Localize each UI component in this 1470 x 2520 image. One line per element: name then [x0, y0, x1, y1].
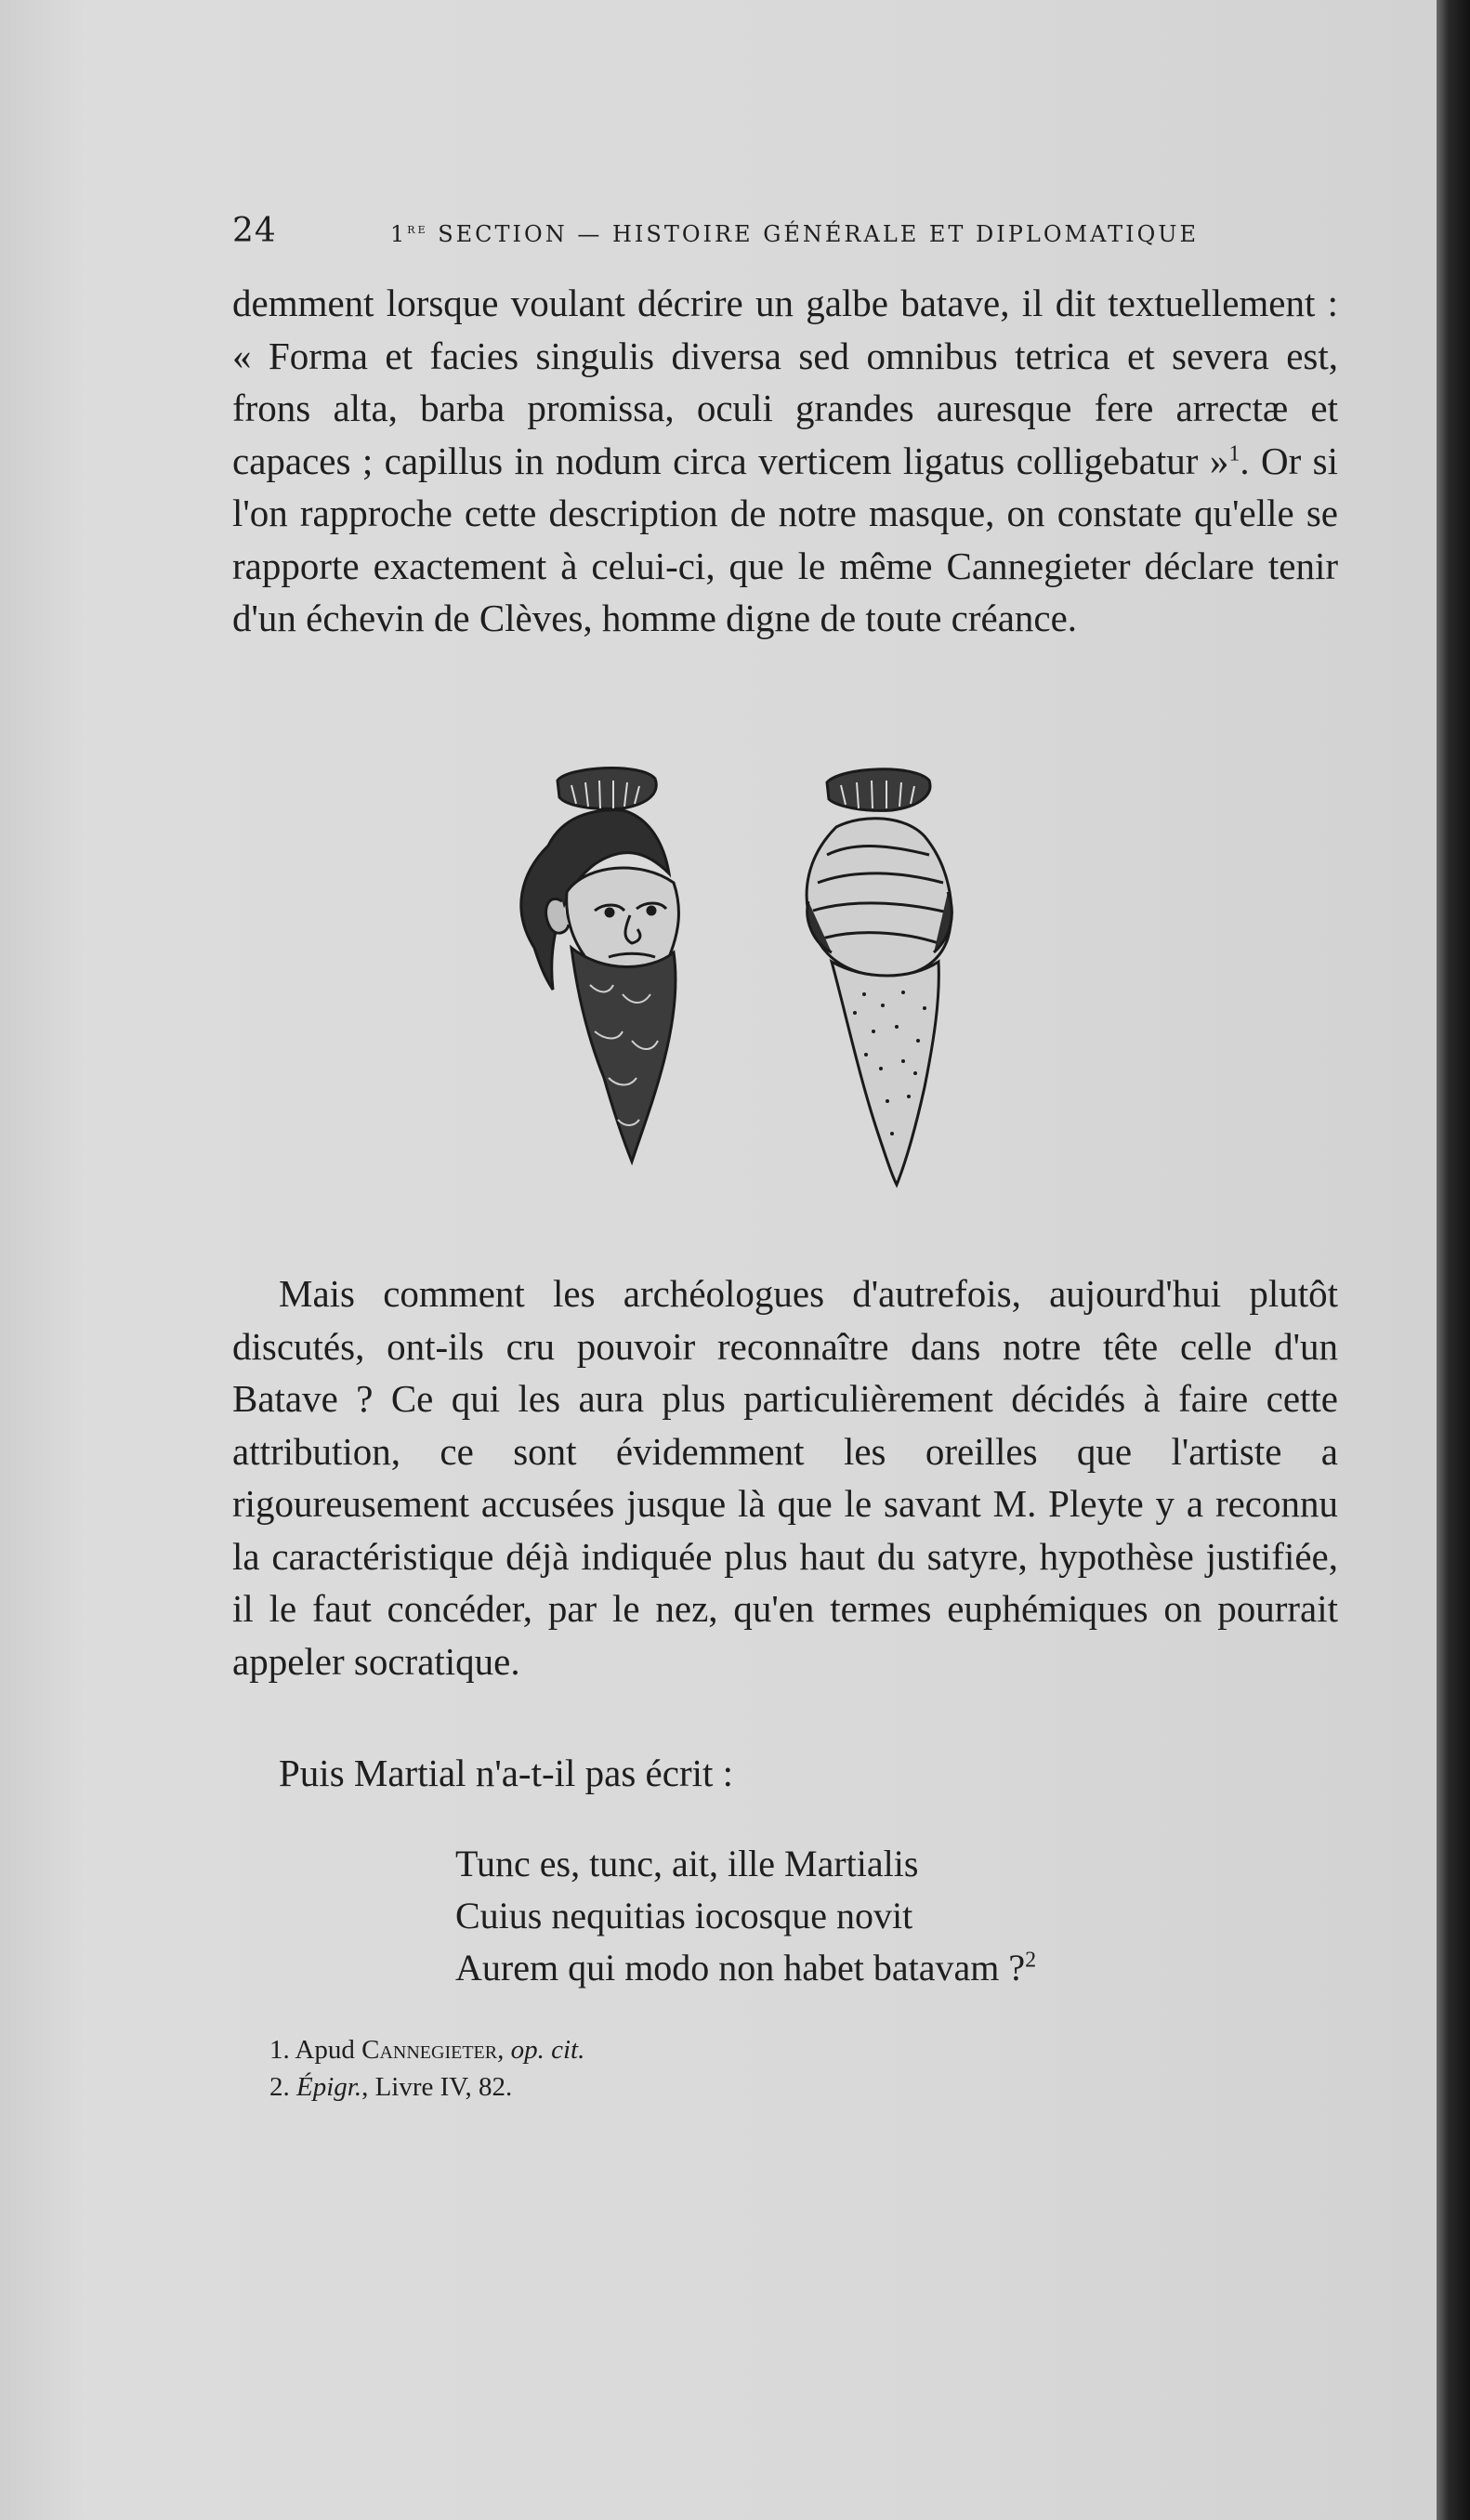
paragraph-2: Mais comment les archéologues d'autrefois, aujourd'hui plutôt discutés, ont-ils cru pouvoir reconnaître dans notre tête celle d'un Batave ? Ce qui les aura plus particulièrement décidés à faire cette attribution, ce sont évidemment les oreilles que l'artiste a rigoureusement accusées jusque là que le savant M. Pleyte y a reconnu la caractéristique déjà indiquée plus haut du satyre, hypothèse justifiée, il le faut concéder, par le nez, qu'en termes euphémiques on pourrait appeler socratique. — [232, 1272, 1338, 1683]
page-number: 24 — [232, 212, 277, 250]
verse-quotation — [455, 1838, 1199, 1994]
verse-line-3: Aurem qui modo non habet batavam ?$^2$ — [455, 1947, 1037, 1988]
scan-edge — [1437, 0, 1470, 2520]
mask-front-view — [521, 768, 679, 1162]
footnote-ref-1: 1 — [1228, 440, 1240, 466]
mask-illustration — [483, 762, 1096, 1245]
footnote-1: 1. Apud Cannegieter, op. cit. — [269, 2035, 585, 2065]
running-title: 1re SECTION — HISTOIRE GÉNÉRALE ET DIPLOMATIQUE — [390, 219, 1200, 247]
mask-back-view — [807, 769, 952, 1185]
paragraph-1: demment lorsque voulant décrire un galbe batave, il dit textuellement : « Forma et facies singulis diversa sed omnibus tetrica et severa est, frons alta, barba promissa, oculi grandes auresque fere arrectæ et capaces ; capillus in nodum circa verticem ligatus colligebatur »$^1$. Or si l'on rapproche cette description de notre masque, on constate qu'elle se rapporte exactement à celui-ci, que le même Cannegieter déclare tenir d'un échevin de Clèves, homme digne de toute créance. — [232, 282, 1338, 639]
verse-line-1: Tunc es, tunc, ait, ille Martialis — [455, 1843, 919, 1884]
footnote-2: 2. Épigr., Livre IV, 82. — [269, 2072, 513, 2102]
footnote-ref-2: 2 — [1025, 1948, 1037, 1973]
running-header — [232, 212, 1254, 249]
footnotes — [269, 2031, 1106, 2106]
verse-line-2: Cuius nequitias iocosque novit — [455, 1895, 913, 1936]
paragraph-3: Puis Martial n'a-t-il pas écrit : — [279, 1752, 734, 1794]
